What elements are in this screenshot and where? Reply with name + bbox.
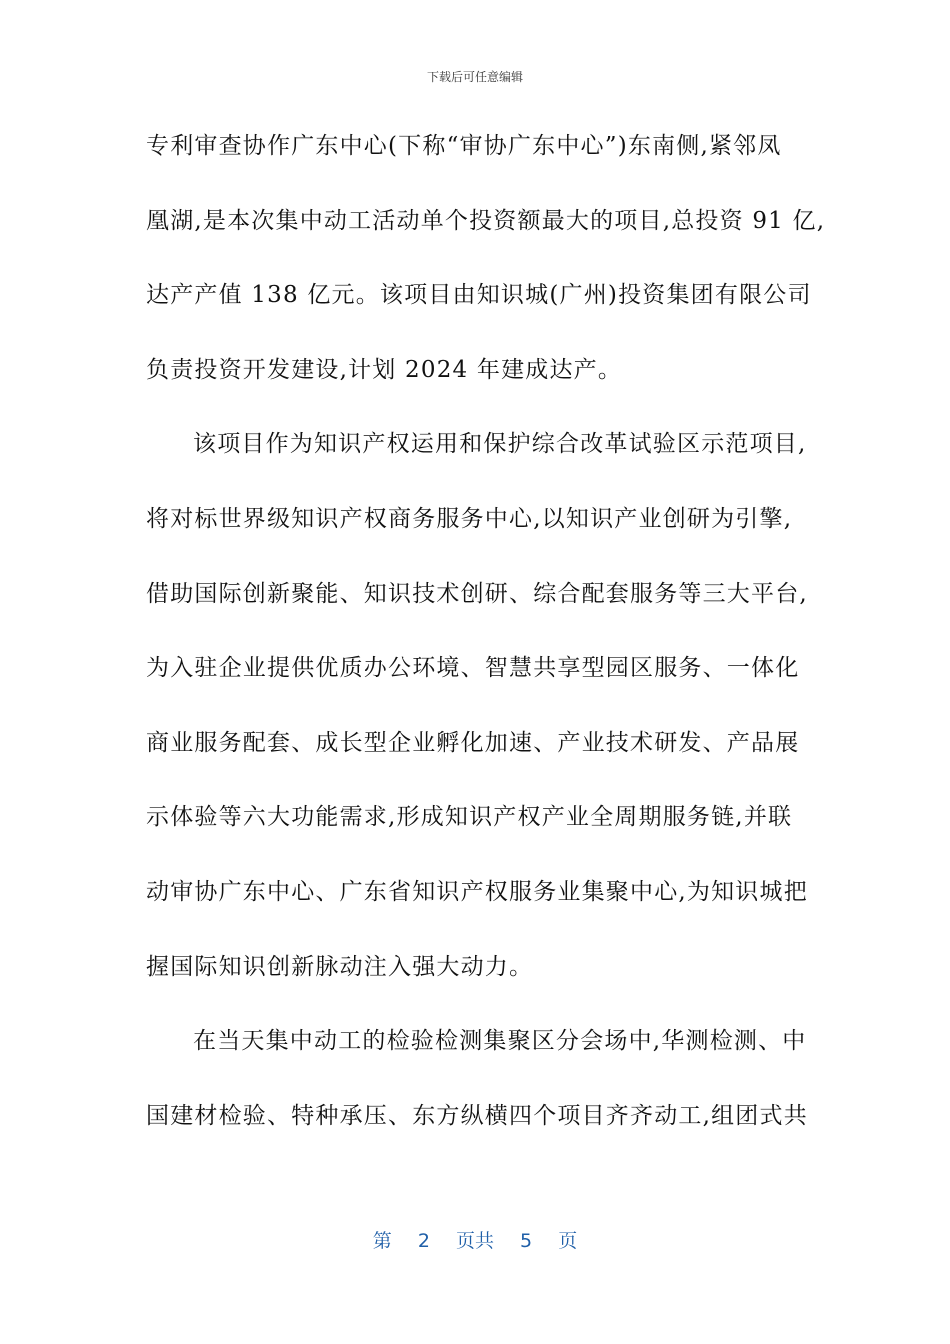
text-line: 动审协广东中心、广东省知识产权服务业集聚中心,为知识城把 (146, 878, 808, 905)
text-line: 国建材检验、特种承压、东方纵横四个项目齐齐动工,组团式共 (146, 1102, 808, 1129)
footer-current-page: 2 (417, 1230, 430, 1252)
footer-middle: 页共 (455, 1230, 494, 1252)
text-line: 握国际知识创新脉动注入强大动力。 (146, 953, 534, 980)
text-line: 专利审查协作广东中心(下称“审协广东中心”)东南侧,紧邻凤 (146, 133, 782, 159)
text-line: 商业服务配套、成长型企业孵化加速、产业技术研发、产品展 (146, 729, 800, 756)
footer-total-pages: 5 (520, 1230, 533, 1252)
text-line: 为入驻企业提供优质办公环境、智慧共享型园区服务、一体化 (146, 655, 800, 682)
text-line: 在当天集中动工的检验检测集聚区分会场中,华测检测、中 (193, 1028, 807, 1055)
page-footer (0, 1226, 950, 1253)
text-line: 负责投资开发建设,计划 2024 年建成达产。 (146, 356, 623, 383)
footer-prefix: 第 (372, 1230, 392, 1252)
text-line: 达产产值 138 亿元。该项目由知识城(广州)投资集团有限公司 (146, 282, 812, 309)
text-line: 将对标世界级知识产权商务服务中心,以知识产业创研为引擎, (146, 505, 793, 532)
text-line: 凰湖,是本次集中动工活动单个投资额最大的项目,总投资 91 亿, (146, 207, 826, 234)
text-line: 该项目作为知识产权运用和保护综合改革试验区示范项目, (193, 431, 807, 458)
header-note: 下载后可任意编辑 (426, 70, 523, 84)
document-body (146, 122, 826, 1166)
footer-suffix: 页 (558, 1230, 578, 1252)
text-line: 示体验等六大功能需求,形成知识产权产业全周期服务链,并联 (146, 804, 793, 831)
text-line: 借助国际创新聚能、知识技术创研、综合配套服务等三大平台, (146, 580, 808, 607)
